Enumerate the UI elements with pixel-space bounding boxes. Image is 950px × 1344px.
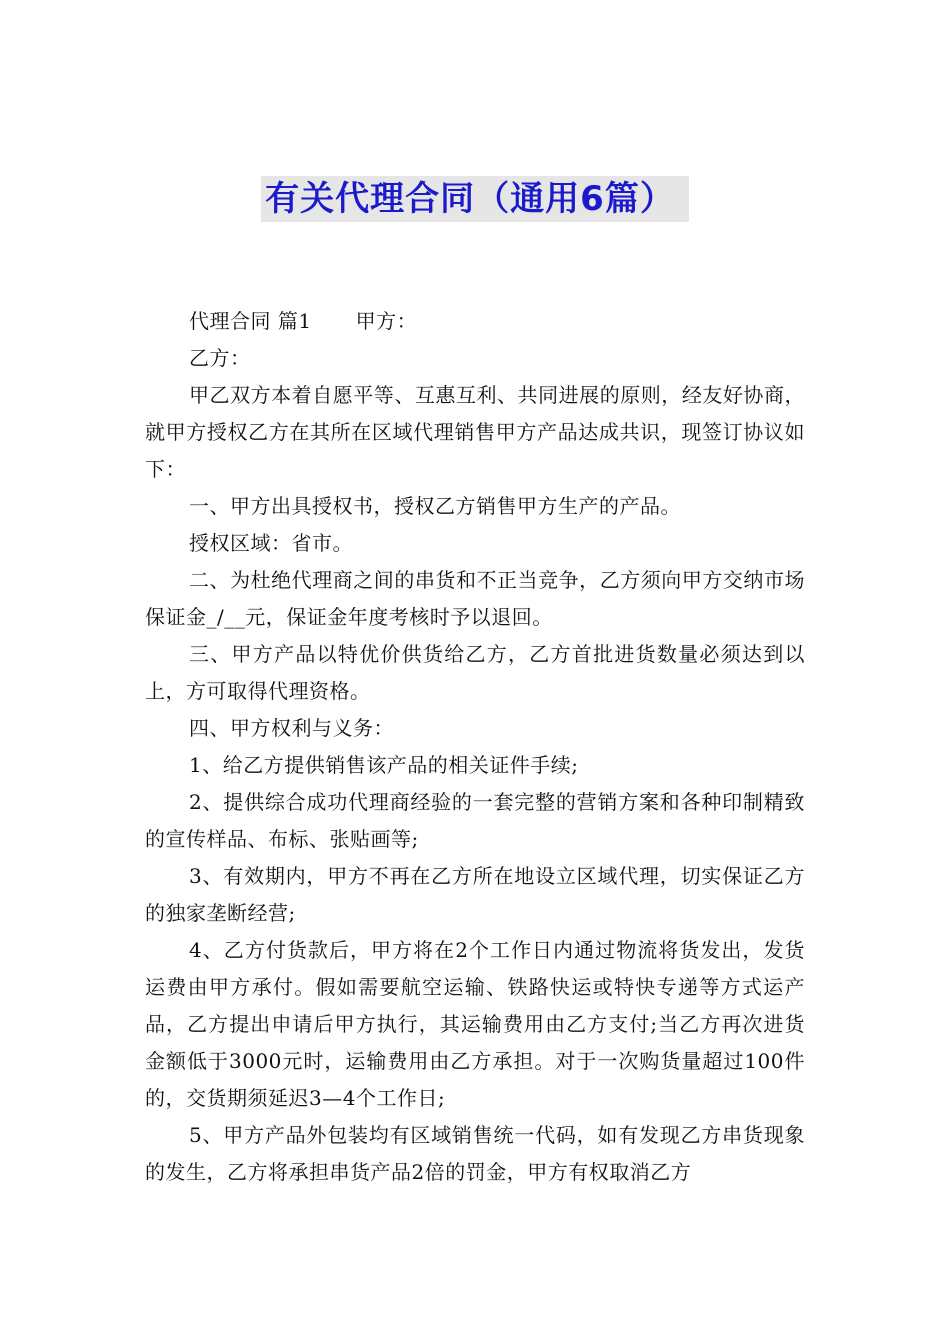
paragraph: 5、甲方产品外包装均有区域销售统一代码，如有发现乙方串货现象的发生，乙方将承担串货产品2倍的罚金，甲方有权取消乙方 [145, 1123, 805, 1184]
paragraph: 1、给乙方提供销售该产品的相关证件手续; [189, 753, 579, 777]
document-body [145, 303, 805, 1191]
party-a-label: 甲方： [355, 309, 418, 333]
paragraph: 甲乙双方本着自愿平等、互惠互利、共同进展的原则，经友好协商，就甲方授权乙方在其所在区域代理销售甲方产品达成共识，现签订协议如下： [145, 383, 805, 481]
document-title: 有关代理合同（通用6篇） [261, 176, 689, 222]
paragraph: 四、甲方权利与义务： [189, 716, 394, 740]
paragraph: 3、有效期内，甲方不再在乙方所在地设立区域代理，切实保证乙方的独家垄断经营; [145, 864, 805, 925]
paragraph: 二、为杜绝代理商之间的串货和不正当竞争，乙方须向甲方交纳市场保证金_/__元，保证金年度考核时予以退回。 [145, 568, 805, 629]
title-container [0, 176, 950, 222]
first-line [145, 303, 805, 340]
paragraph: 一、甲方出具授权书，授权乙方销售甲方生产的产品。 [189, 494, 681, 518]
paragraph: 三、甲方产品以特优价供货给乙方，乙方首批进货数量必须达到以上，方可取得代理资格。 [145, 642, 805, 703]
section-heading: 代理合同 篇1 [189, 309, 312, 333]
paragraph: 2、提供综合成功代理商经验的一套完整的营销方案和各种印制精致的宣传样品、布标、张贴画等; [145, 790, 805, 851]
paragraph: 4、乙方付货款后，甲方将在2个工作日内通过物流将货发出，发货运费由甲方承付。假如需要航空运输、铁路快运或特快专递等方式运产品，乙方提出申请后甲方执行，其运输费用由乙方支付;当乙方再次进货金额低于3000元时，运输费用由乙方承担。对于一次购货量超过100件的，交货期须延迟3—4个工作日; [145, 938, 805, 1110]
paragraph: 授权区域：省市。 [189, 531, 353, 555]
paragraph: 乙方： [189, 346, 251, 370]
